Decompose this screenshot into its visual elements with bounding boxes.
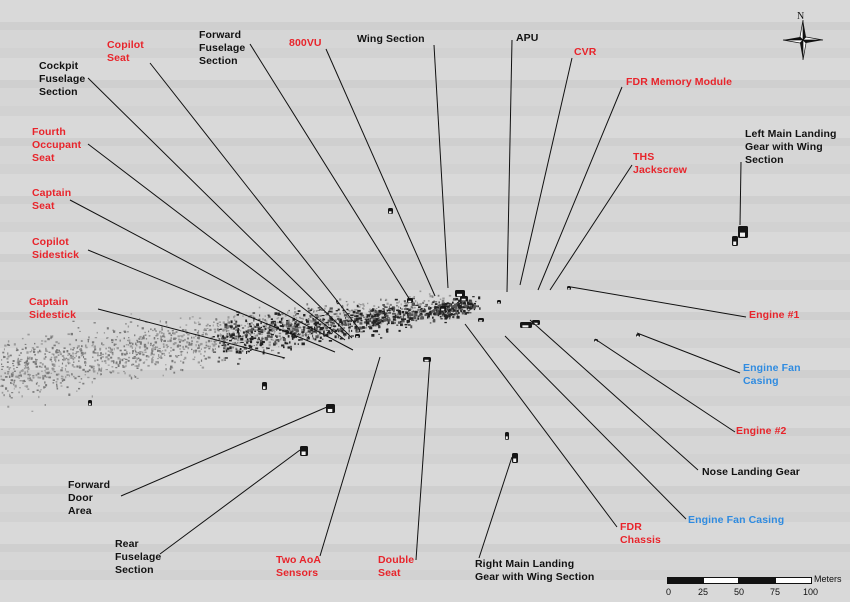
- label-captain-sidestick: Captain Sidestick: [29, 296, 77, 321]
- label-nose-landing-gear: Nose Landing Gear: [702, 466, 800, 478]
- scale-tick-label: 50: [734, 587, 745, 597]
- label-engine-2: Engine #2: [736, 425, 787, 437]
- label-ths-jackscrew: THS Jackscrew: [633, 151, 688, 176]
- leader-line-ths-jackscrew: [550, 165, 632, 290]
- leader-line-800vu: [326, 49, 435, 296]
- leader-line-right-main-landing-gear: [479, 457, 512, 558]
- label-cockpit-fuselage-section: Cockpit Fuselage Section: [39, 60, 86, 98]
- scale-bar: [666, 574, 850, 602]
- scale-tick-label: 100: [803, 587, 819, 597]
- leader-line-double-seat: [416, 358, 430, 560]
- leader-line-wing-section: [434, 45, 448, 288]
- leader-line-rear-fuselage-section: [160, 450, 300, 554]
- label-wing-section: Wing Section: [357, 33, 425, 45]
- scale-tick-label: 0: [666, 587, 672, 597]
- leader-line-engine-1: [571, 287, 746, 317]
- scale-tick-label: 75: [770, 587, 781, 597]
- label-copilot-seat: Copilot Seat: [107, 39, 144, 64]
- leader-line-copilot-sidestick: [88, 250, 335, 352]
- label-cvr: CVR: [574, 46, 597, 58]
- scale-segment: [775, 577, 812, 584]
- scale-segment: [739, 577, 775, 584]
- leader-line-left-main-landing-gear: [740, 162, 741, 225]
- scale-unit-label: Meters: [814, 574, 842, 584]
- leader-line-engine-fan-casing-1: [637, 333, 740, 373]
- leader-line-cockpit-fuselage-section: [88, 78, 352, 338]
- label-left-main-landing-gear: Left Main Landing Gear with Wing Section: [745, 128, 837, 166]
- leader-line-copilot-seat: [150, 63, 360, 330]
- label-apu: APU: [516, 32, 539, 44]
- label-double-seat: Double Seat: [378, 554, 415, 579]
- scale-segment: [703, 577, 739, 584]
- label-fdr-chassis: FDR Chassis: [620, 521, 661, 546]
- label-copilot-sidestick: Copilot Sidestick: [32, 236, 80, 261]
- leader-line-two-aoa-sensors: [320, 357, 380, 556]
- leader-line-forward-door-area: [121, 407, 327, 496]
- leader-line-cvr: [520, 58, 572, 285]
- label-right-main-landing-gear: Right Main Landing Gear with Wing Section: [475, 558, 595, 583]
- leader-line-fdr-memory-module: [538, 87, 622, 290]
- label-rear-fuselage-section: Rear Fuselage Section: [115, 538, 162, 576]
- scale-tick-label: 25: [698, 587, 709, 597]
- label-forward-fuselage-section: Forward Fuselage Section: [199, 29, 246, 67]
- leader-line-engine-fan-casing-2: [505, 336, 686, 519]
- leader-line-captain-seat: [70, 200, 353, 350]
- label-engine-fan-casing-1: Engine Fan Casing: [743, 362, 801, 387]
- label-captain-seat: Captain Seat: [32, 187, 72, 212]
- leader-line-captain-sidestick: [98, 309, 285, 358]
- leader-line-nose-landing-gear: [530, 320, 698, 470]
- label-engine-fan-casing-2: Engine Fan Casing: [688, 514, 785, 526]
- label-800vu: 800VU: [289, 37, 322, 49]
- label-fourth-occupant-seat: Fourth Occupant Seat: [32, 126, 82, 164]
- label-forward-door-area: Forward Door Area: [68, 479, 111, 517]
- compass-north-label: N: [797, 11, 805, 22]
- scale-segment: [667, 577, 703, 584]
- leader-line-fourth-occupant-seat: [88, 144, 345, 340]
- label-fdr-memory-module: FDR Memory Module: [626, 76, 733, 88]
- leader-line-apu: [507, 40, 512, 292]
- label-engine-1: Engine #1: [749, 309, 800, 321]
- label-two-aoa-sensors: Two AoA Sensors: [276, 554, 322, 579]
- leader-line-engine-2: [595, 339, 735, 432]
